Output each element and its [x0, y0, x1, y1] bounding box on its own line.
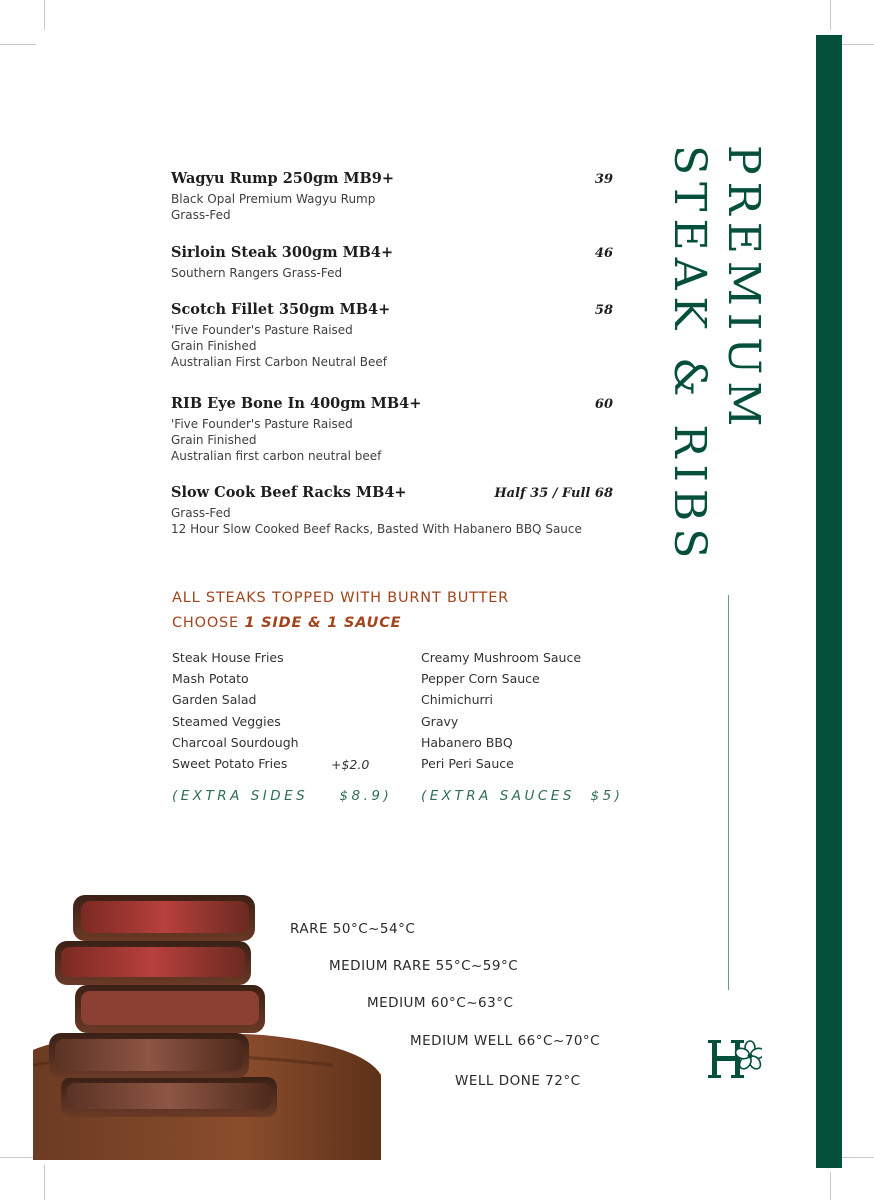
menu-item: [171, 244, 613, 281]
menu-item-name: Sirloin Steak 300gm MB4+: [171, 244, 394, 261]
menu-item-price: 39: [594, 172, 613, 187]
list-item: Chimichurri: [421, 692, 494, 708]
choose-note-prefix: CHOOSE: [172, 615, 245, 631]
list-item: Creamy Mushroom Sauce: [421, 650, 582, 665]
list-item: Pepper Corn Sauce: [421, 671, 540, 687]
crop-mark: [842, 44, 874, 45]
sweet-potato-surcharge: +$2.0: [331, 757, 370, 772]
menu-item: [171, 484, 613, 537]
menu-item-desc: Southern Rangers Grass-Fed: [171, 266, 343, 280]
menu-item: [171, 301, 613, 370]
page-title: [662, 145, 770, 565]
doneness-medium-well: MEDIUM WELL 66°C~70°C: [410, 1033, 601, 1049]
crop-mark: [44, 1165, 45, 1200]
crop-mark: [0, 1157, 36, 1158]
list-item: Charcoal Sourdough: [172, 734, 299, 750]
list-item: Steamed Veggies: [172, 713, 281, 729]
list-item: Sweet Potato Fries: [172, 756, 288, 772]
crop-mark: [0, 44, 36, 45]
menu-item-desc: Grass-Fed: [171, 506, 231, 520]
choose-note: [172, 615, 401, 631]
doneness-medium: MEDIUM 60°C~63°C: [367, 995, 514, 1011]
doneness-rare: RARE 50°C~54°C: [290, 921, 416, 937]
h-flower-logo: [706, 1036, 762, 1082]
menu-item: [171, 170, 613, 223]
menu-item-desc: Grain Finished: [171, 339, 257, 353]
menu-item-desc: 'Five Founder's Pasture Raised: [171, 323, 353, 337]
menu-item-desc: Grain Finished: [171, 433, 257, 447]
brand-sidebar-bar: [816, 35, 842, 1168]
menu-item-desc: Black Opal Premium Wagyu Rump: [171, 192, 376, 206]
divider-line: [728, 595, 729, 990]
list-item: Steak House Fries: [172, 650, 284, 665]
sides-list: [172, 647, 299, 774]
crop-mark: [842, 1157, 874, 1158]
choose-note-emphasis: 1 SIDE & 1 SAUCE: [244, 615, 402, 631]
butter-note: [172, 590, 509, 606]
menu-item-desc: Australian First Carbon Neutral Beef: [171, 355, 387, 369]
menu-item-price: 46: [594, 246, 613, 261]
menu-item-price: 58: [594, 303, 613, 318]
list-item: Mash Potato: [172, 671, 249, 687]
menu-item-name: Scotch Fillet 350gm MB4+: [171, 301, 391, 318]
crop-mark: [830, 1172, 831, 1200]
crop-mark: [830, 0, 831, 30]
crop-mark: [44, 0, 45, 30]
extra-sides-price: (EXTRA SIDES $8.9): [172, 788, 393, 804]
page-title-line2: STEAK & RIBS: [664, 145, 715, 566]
menu-item-name: RIB Eye Bone In 400gm MB4+: [171, 395, 422, 412]
sauces-list: [421, 647, 581, 774]
menu-item-desc: Grass-Fed: [171, 208, 231, 222]
list-item: Habanero BBQ: [421, 734, 513, 750]
menu-item-price: Half 35 / Full 68: [494, 486, 613, 501]
doneness-well-done: WELL DONE 72°C: [455, 1073, 581, 1089]
menu-item-name: Slow Cook Beef Racks MB4+: [171, 484, 407, 501]
menu-item-price: 60: [594, 397, 613, 412]
menu-item-desc: 12 Hour Slow Cooked Beef Racks, Basted With Habanero BBQ Sauce: [171, 522, 582, 536]
list-item: Peri Peri Sauce: [421, 756, 514, 772]
menu-item-name: Wagyu Rump 250gm MB9+: [171, 170, 395, 187]
list-item: Gravy: [421, 713, 459, 729]
extra-sauces-price: (EXTRA SAUCES $5): [421, 788, 624, 804]
page-title-line1: PREMIUM: [718, 145, 769, 434]
butter-note-text: ALL STEAKS TOPPED WITH BURNT BUTTER: [172, 590, 510, 606]
doneness-medium-rare: MEDIUM RARE 55°C~59°C: [329, 958, 519, 974]
menu-item-desc: Australian first carbon neutral beef: [171, 449, 382, 463]
menu-item-desc: 'Five Founder's Pasture Raised: [171, 417, 353, 431]
menu-item: [171, 395, 613, 464]
list-item: Garden Salad: [172, 692, 257, 708]
